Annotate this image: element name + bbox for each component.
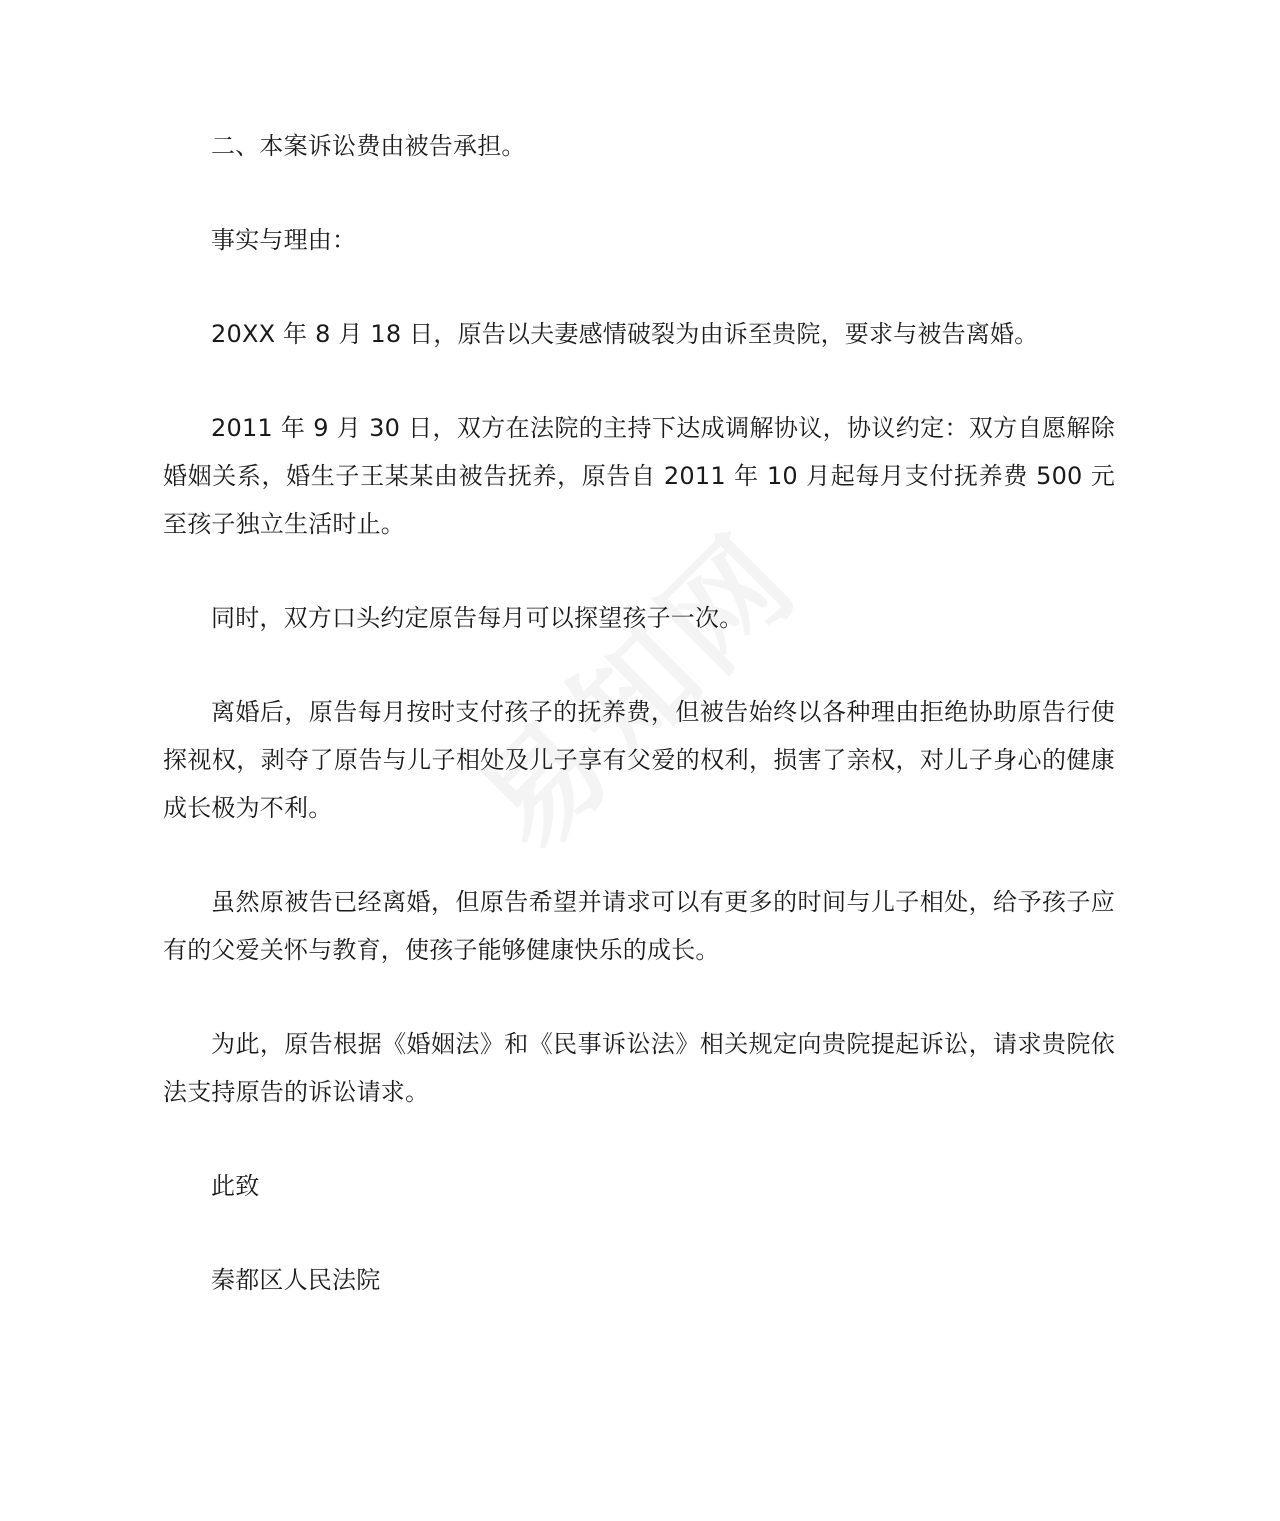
- paragraph-divorce-filing: 20XX 年 8 月 18 日，原告以夫妻感情破裂为由诉至贵院，要求与被告离婚。: [211, 320, 1039, 348]
- paragraph-litigation-costs: 二、本案诉讼费由被告承担。: [211, 132, 526, 160]
- paragraph-visitation-refused: 离婚后，原告每月按时支付孩子的抚养费，但被告始终以各种理由拒绝协助原告行使探视权，剥夺了原告与儿子相处及儿子享有父爱的权利，损害了亲权，对儿子身心的健康成长极为不利。: [163, 698, 1115, 822]
- paragraph-mediation-agreement: 2011 年 9 月 30 日，双方在法院的主持下达成调解协议，协议约定：双方自愿解除婚姻关系，婚生子王某某由被告抚养，原告自 2011 年 10 月起每月支付抚养费 500 元至孩子独立生活时止。: [163, 414, 1115, 538]
- paragraph-facts-heading: 事实与理由：: [211, 226, 357, 254]
- paragraph-plaintiff-request: 虽然原被告已经离婚，但原告希望并请求可以有更多的时间与儿子相处，给予孩子应有的父爱关怀与教育，使孩子能够健康快乐的成长。: [163, 888, 1115, 964]
- document-body: [163, 122, 1115, 1304]
- paragraph-salutation: 此致: [211, 1172, 260, 1200]
- paragraph-legal-basis: 为此，原告根据《婚姻法》和《民事诉讼法》相关规定向贵院提起诉讼，请求贵院依法支持原告的诉讼请求。: [163, 1030, 1115, 1106]
- paragraph-court-name: 秦都区人民法院: [211, 1266, 381, 1294]
- paragraph-visitation-agreement: 同时，双方口头约定原告每月可以探望孩子一次。: [211, 604, 744, 632]
